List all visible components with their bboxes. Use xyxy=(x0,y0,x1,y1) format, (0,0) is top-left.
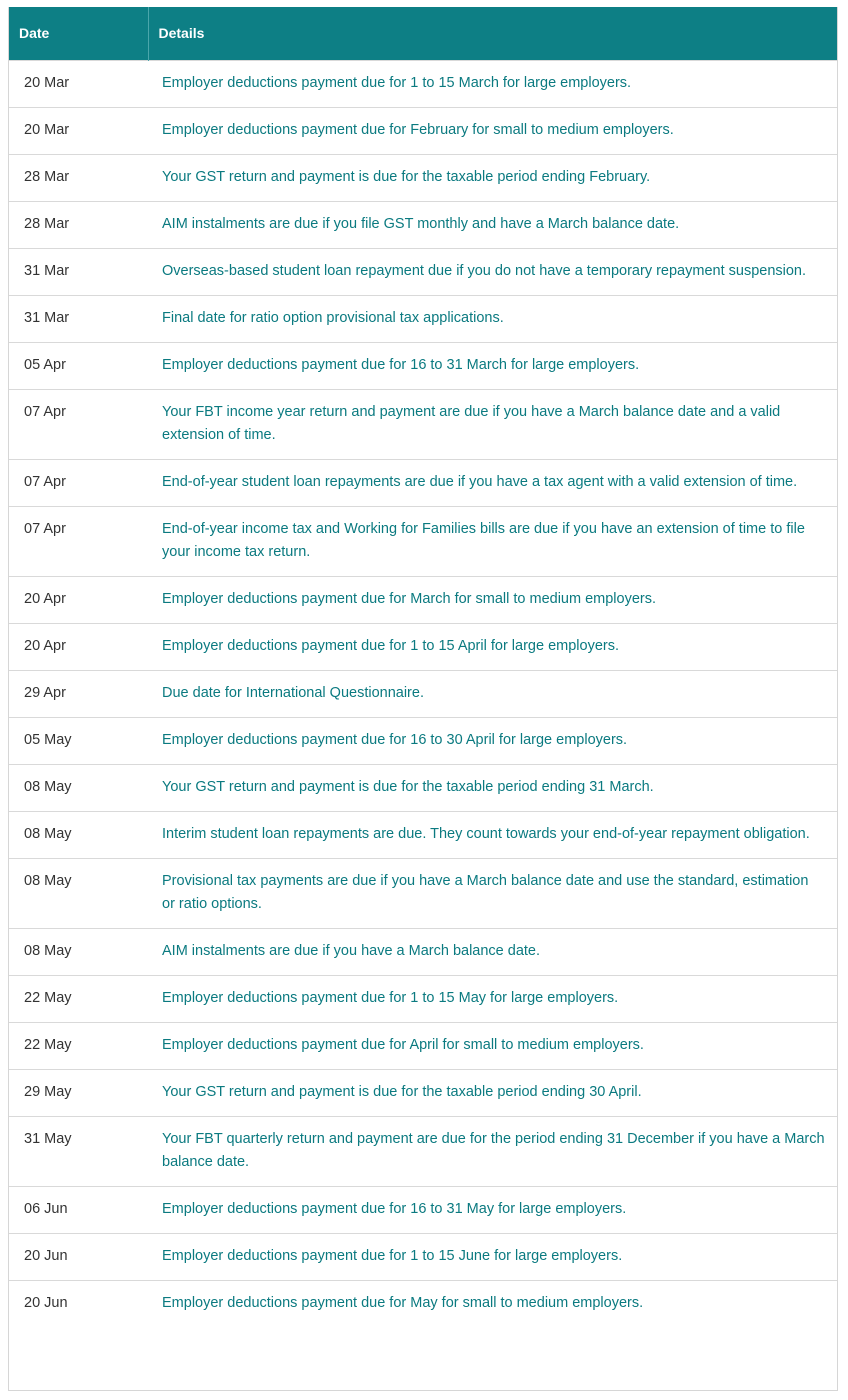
table-row xyxy=(9,154,837,201)
table-row xyxy=(9,506,837,576)
row-date: 07 Apr xyxy=(24,520,66,537)
table-row xyxy=(9,576,837,623)
row-details: End-of-year student loan repayments are due if you have a tax agent with a valid extension of time. xyxy=(162,473,798,490)
row-details: Employer deductions payment due for 1 to 15 June for large employers. xyxy=(162,1247,623,1264)
row-details: AIM instalments are due if you have a March balance date. xyxy=(162,942,541,959)
table-row xyxy=(9,764,837,811)
row-date: 08 May xyxy=(24,778,72,795)
row-details: Provisional tax payments are due if you have a March balance date and use the standard, estimation or ratio options. xyxy=(162,872,809,912)
row-date: 20 Mar xyxy=(24,121,70,138)
table-row xyxy=(9,1186,837,1233)
row-date: 31 Mar xyxy=(24,262,70,279)
table-row xyxy=(9,670,837,717)
table-row xyxy=(9,1233,837,1280)
row-details: Employer deductions payment due for February for small to medium employers. xyxy=(162,121,674,138)
row-details: Your GST return and payment is due for the taxable period ending 30 April. xyxy=(162,1083,642,1100)
table-row xyxy=(9,459,837,506)
row-date: 28 Mar xyxy=(24,215,70,232)
table-row xyxy=(9,1280,837,1327)
row-date: 29 Apr xyxy=(24,684,66,701)
row-date: 20 Apr xyxy=(24,590,66,607)
row-date: 28 Mar xyxy=(24,168,70,185)
row-details: Your FBT income year return and payment are due if you have a March balance date and a valid extension of time. xyxy=(162,403,781,443)
table-row xyxy=(9,928,837,975)
row-details: Employer deductions payment due for 1 to 15 May for large employers. xyxy=(162,989,619,1006)
row-details: Employer deductions payment due for 16 to 30 April for large employers. xyxy=(162,731,628,748)
row-date: 07 Apr xyxy=(24,403,66,420)
table-row xyxy=(9,295,837,342)
details-column-header: Details xyxy=(158,25,205,42)
row-details: Employer deductions payment due for 16 to 31 March for large employers. xyxy=(162,356,640,373)
row-date: 08 May xyxy=(24,872,72,889)
row-details: Due date for International Questionnaire. xyxy=(162,684,424,701)
row-details: Your GST return and payment is due for the taxable period ending 31 March. xyxy=(162,778,654,795)
table-row xyxy=(9,975,837,1022)
row-date: 20 Jun xyxy=(24,1247,68,1264)
row-details: End-of-year income tax and Working for Families bills are due if you have an extension of time to file your income tax return. xyxy=(162,520,805,560)
table-row xyxy=(9,1069,837,1116)
row-details: Final date for ratio option provisional tax applications. xyxy=(162,309,504,326)
tax-dates-table-container xyxy=(8,7,838,1391)
row-date: 22 May xyxy=(24,989,72,1006)
row-date: 08 May xyxy=(24,825,72,842)
table-row xyxy=(9,717,837,764)
row-date: 20 Apr xyxy=(24,637,66,654)
row-details: Overseas-based student loan repayment due if you do not have a temporary repayment suspension. xyxy=(162,262,807,279)
row-date: 06 Jun xyxy=(24,1200,68,1217)
row-details: Your FBT quarterly return and payment are due for the period ending 31 December if you have a March balance date. xyxy=(162,1130,825,1170)
row-details: AIM instalments are due if you file GST monthly and have a March balance date. xyxy=(162,215,680,232)
table-row xyxy=(9,60,837,107)
row-date: 31 May xyxy=(24,1130,72,1147)
table-row xyxy=(9,201,837,248)
table-header-row xyxy=(9,7,837,60)
table-row xyxy=(9,342,837,389)
row-details: Employer deductions payment due for May for small to medium employers. xyxy=(162,1294,644,1311)
table-row xyxy=(9,107,837,154)
row-date: 08 May xyxy=(24,942,72,959)
row-date: 22 May xyxy=(24,1036,72,1053)
table-row xyxy=(9,1022,837,1069)
tax-dates-table xyxy=(9,7,837,1327)
row-date: 05 Apr xyxy=(24,356,66,373)
table-row xyxy=(9,811,837,858)
row-details: Employer deductions payment due for April for small to medium employers. xyxy=(162,1036,644,1053)
table-row xyxy=(9,858,837,928)
row-date: 05 May xyxy=(24,731,72,748)
row-date: 29 May xyxy=(24,1083,72,1100)
row-details: Employer deductions payment due for 1 to 15 March for large employers. xyxy=(162,74,632,91)
row-details: Your GST return and payment is due for the taxable period ending February. xyxy=(162,168,651,185)
row-details: Employer deductions payment due for 1 to 15 April for large employers. xyxy=(162,637,619,654)
table-row xyxy=(9,248,837,295)
table-row xyxy=(9,623,837,670)
row-date: 20 Jun xyxy=(24,1294,68,1311)
row-date: 31 Mar xyxy=(24,309,70,326)
table-row xyxy=(9,1116,837,1186)
row-details: Employer deductions payment due for 16 to 31 May for large employers. xyxy=(162,1200,627,1217)
row-details: Interim student loan repayments are due. They count towards your end-of-year repayment obligation. xyxy=(162,825,810,842)
row-details: Employer deductions payment due for March for small to medium employers. xyxy=(162,590,657,607)
table-body xyxy=(9,60,837,1327)
row-date: 07 Apr xyxy=(24,473,66,490)
table-row xyxy=(9,389,837,459)
row-date: 20 Mar xyxy=(24,74,70,91)
date-column-header: Date xyxy=(9,7,148,60)
